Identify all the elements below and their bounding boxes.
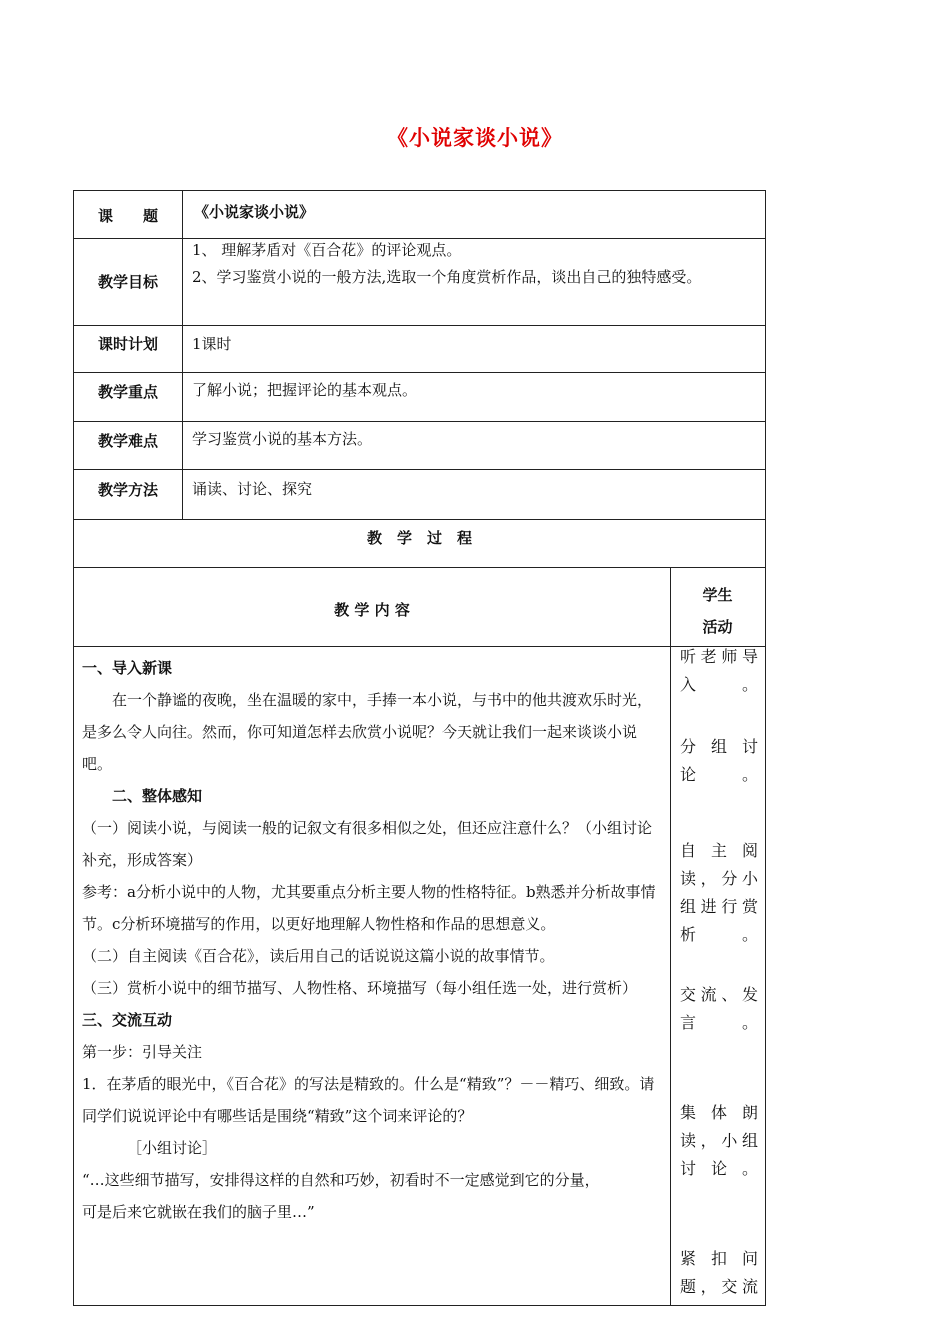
value-methods: 诵读、讨论、探究 xyxy=(192,480,313,498)
row-divider xyxy=(74,519,765,520)
label-schedule: 课时计划 xyxy=(97,335,158,353)
teaching-content xyxy=(82,652,666,1228)
activity-header-line-1: 学生 xyxy=(702,586,733,604)
group-discussion-label: ［小组讨论］ xyxy=(127,1139,218,1157)
interaction-step: 第一步：引导关注 xyxy=(82,1043,203,1061)
overview-item-3: （三）赏析小说中的细节描写、人物性格、环境描写（每小组任选一处，进行赏析） xyxy=(82,979,638,997)
document-title: 《小说家谈小说》 xyxy=(387,125,563,150)
interaction-question: 1．在茅盾的眼光中，《百合花》的写法是精致的。什么是“精致”？－－精巧、细致。请同学们说说评论中有哪些话是围绕“精致”这个词来评论的？ xyxy=(82,1075,655,1125)
activity-1: 听老师导入。 xyxy=(680,647,758,694)
row-divider xyxy=(74,372,765,373)
overview-item-2: （二）自主阅读《百合花》，读后用自己的话说说这篇小说的故事情节。 xyxy=(82,947,555,965)
objective-1: 1、 理解茅盾对《百合花》的评论观点。 xyxy=(192,241,462,259)
label-topic: 课 题 xyxy=(97,207,158,225)
objective-2: 2、学习鉴赏小说的一般方法,选取一个角度赏析作品，谈出自己的独特感受。 xyxy=(192,268,702,286)
section-intro-title: 一、导入新课 xyxy=(82,659,173,677)
overview-item-1: （一）阅读小说，与阅读一般的记叙文有很多相似之处，但还应注意什么？（小组讨论补充，形成答案） xyxy=(82,819,653,869)
value-difficulties: 学习鉴赏小说的基本方法。 xyxy=(192,430,373,448)
activity-header-line-2: 活动 xyxy=(702,618,733,636)
label-objectives: 教学目标 xyxy=(97,273,158,291)
label-key-points: 教学重点 xyxy=(97,383,158,401)
column-divider xyxy=(670,567,671,1305)
label-methods: 教学方法 xyxy=(97,481,158,499)
section-interaction-title: 三、交流互动 xyxy=(82,1011,173,1029)
activity-3: 自主阅读，分小组进行赏析。 xyxy=(680,841,758,944)
student-activities xyxy=(680,643,758,1301)
value-key-points: 了解小说；把握评论的基本观点。 xyxy=(192,381,418,399)
column-divider xyxy=(182,191,183,519)
row-divider xyxy=(74,567,765,568)
value-topic: 《小说家谈小说》 xyxy=(194,203,315,221)
activity-2: 分组讨论。 xyxy=(680,737,758,784)
content-header: 教 学 内 容 xyxy=(334,601,410,619)
section-overview-title: 二、整体感知 xyxy=(112,787,203,805)
activity-4: 交流、发言。 xyxy=(680,985,758,1032)
value-objectives xyxy=(192,237,760,291)
quote-line-1: “…这些细节描写，安排得这样的自然和巧妙，初看时不一定感觉到它的分量， xyxy=(82,1171,600,1189)
value-schedule: 1课时 xyxy=(192,335,232,353)
activity-header xyxy=(670,579,765,643)
process-header: 教 学 过 程 xyxy=(366,529,472,547)
section-intro-text: 在一个静谧的夜晚，坐在温暖的家中，手捧一本小说，与书中的他共渡欢乐时光，是多么令人向往。然而，你可知道怎样去欣赏小说呢？今天就让我们一起来谈谈小说吧。 xyxy=(82,691,653,773)
row-divider xyxy=(74,325,765,326)
row-divider xyxy=(74,469,765,470)
overview-reference: 参考：a分析小说中的人物，尤其要重点分析主要人物的性格特征。b熟悉并分析故事情节。c分析环境描写的作用，以更好地理解人物性格和作品的思想意义。 xyxy=(82,883,656,933)
label-difficulties: 教学难点 xyxy=(97,432,158,450)
activity-5: 集体朗读，小组讨论。 xyxy=(680,1103,758,1178)
quote-line-2: 可是后来它就嵌在我们的脑子里…” xyxy=(82,1203,315,1221)
row-divider xyxy=(74,646,765,647)
lesson-plan-table xyxy=(73,190,766,1306)
row-divider xyxy=(74,421,765,422)
activity-6: 紧扣问题，交流 xyxy=(680,1249,758,1296)
